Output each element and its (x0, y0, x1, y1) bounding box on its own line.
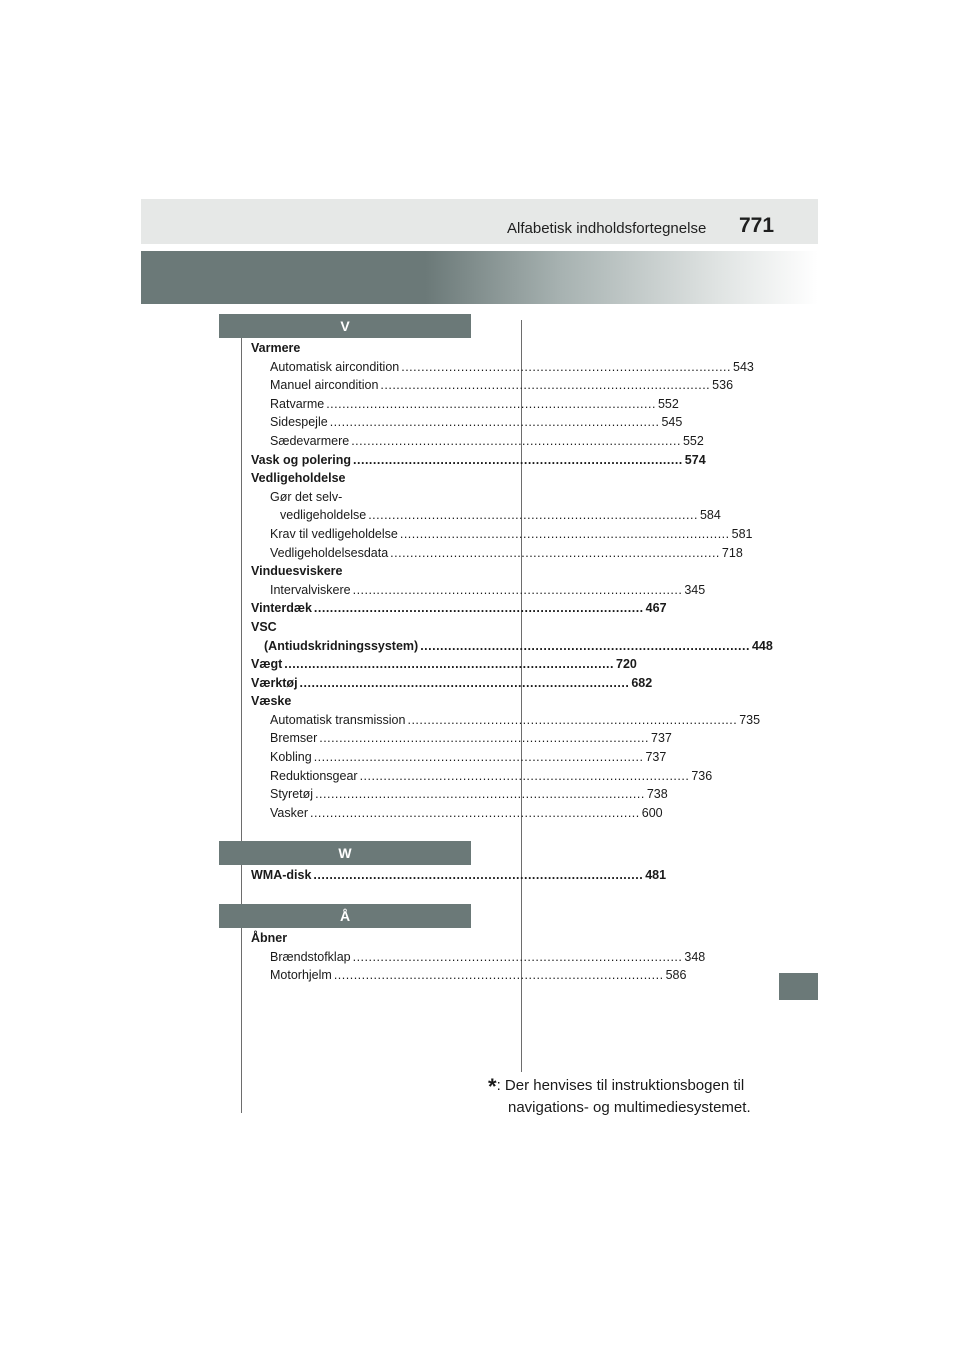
section-w-entries (251, 866, 667, 885)
index-entry[interactable]: Automatisk aircondition ................................................................................... 543 (251, 358, 471, 377)
section-header-v: V (219, 314, 471, 338)
index-entry[interactable]: Værktøj ................................................................................... 682 (251, 674, 471, 693)
page-ref: 682 (631, 675, 653, 690)
page-ref: 738 (646, 787, 668, 802)
section-header-w: W (219, 841, 471, 865)
section-aa-entries (251, 929, 706, 985)
index-entry[interactable]: Intervalviskere ................................................................................... 345 (251, 581, 471, 600)
index-entry[interactable]: Sidespejle ................................................................................... 545 (251, 413, 471, 432)
section-header-aa: Å (219, 904, 471, 928)
page-ref: 718 (721, 545, 743, 560)
page-ref: 448 (751, 638, 773, 653)
page-ref: 543 (733, 359, 754, 374)
index-entry[interactable]: Automatisk transmission ................................................................................... 735 (251, 711, 471, 730)
index-entry[interactable]: Manuel aircondition ................................................................................... 536 (251, 376, 471, 395)
index-entry[interactable]: Motorhjelm ................................................................................... 586 (251, 966, 471, 985)
header-title: Alfabetisk indholdsfortegnelse (507, 220, 707, 237)
index-entry[interactable]: Reduktionsgear ................................................................................... 736 (251, 767, 471, 786)
index-entry[interactable]: Vasker ................................................................................... 600 (251, 804, 471, 823)
page-ref: 737 (651, 731, 672, 746)
entry-heading-abner: Åbner (251, 931, 288, 945)
page-number: 771 (739, 214, 775, 237)
page-ref: 467 (645, 601, 667, 616)
entry-heading-varmere: Varmere (251, 341, 301, 355)
page-ref: 574 (684, 452, 706, 467)
index-entry[interactable]: Krav til vedligeholdelse ................................................................................... 581 (251, 525, 471, 544)
footnote-asterisk: * (488, 1074, 497, 1099)
index-entry[interactable]: (Antiudskridningssystem) ................................................................................... 448 (251, 637, 471, 656)
page-ref: 581 (731, 526, 753, 541)
page-ref: 552 (682, 433, 704, 448)
page-ref: 720 (616, 657, 637, 672)
index-entry[interactable]: Bremser ................................................................................... 737 (251, 729, 471, 748)
page-ref: 348 (684, 949, 706, 964)
page-ref: 481 (645, 868, 667, 882)
page-ref: 737 (645, 750, 667, 765)
entry-heading-vsc: VSC (251, 619, 277, 634)
index-entry[interactable]: vedligeholdelse ................................................................................... 584 (251, 506, 471, 525)
page-ref: 736 (691, 768, 713, 783)
page-ref: 584 (699, 508, 721, 523)
footnote-line-2: navigations- og multimediesystemet. (508, 1099, 751, 1116)
header-bar (141, 199, 818, 244)
page-ref: 545 (661, 415, 683, 430)
entry-heading-vaeske: Væske (251, 694, 292, 709)
chapter-thumb-tab (779, 973, 818, 1000)
entry-heading-vedligeholdelse: Vedligeholdelse (251, 471, 346, 486)
index-entry[interactable]: Brændstofklap ................................................................................... 348 (251, 948, 471, 967)
footnote (488, 1075, 768, 1118)
page-ref: 586 (665, 968, 687, 983)
section-v-entries (251, 339, 773, 822)
index-entry[interactable]: Ratvarme ................................................................................... 552 (251, 395, 471, 414)
index-entry[interactable]: Kobling ................................................................................... 737 (251, 748, 471, 767)
index-entry[interactable]: Vask og polering ................................................................................... 574 (251, 451, 471, 470)
entry-heading-vinduesviskere: Vinduesviskere (251, 564, 343, 579)
page-ref: 735 (739, 712, 761, 727)
index-entry[interactable]: Styretøj ................................................................................... 738 (251, 785, 471, 804)
index-entry[interactable]: Vedligeholdelsesdata ................................................................................... 718 (251, 544, 471, 563)
index-entry[interactable]: Sædevarmere ................................................................................... 552 (251, 432, 471, 451)
page-ref: 536 (712, 378, 734, 393)
index-entry[interactable]: WMA-disk ................................................................................... 481 (251, 866, 471, 885)
page-ref: 600 (641, 805, 663, 820)
entry-text: Gør det selv- (270, 489, 343, 504)
index-entry[interactable]: Vægt ................................................................................... 720 (251, 655, 471, 674)
page-ref: 552 (657, 396, 679, 411)
footnote-line-1: : Der henvises til instruktionsbogen til (496, 1077, 745, 1094)
column-rule-left (241, 338, 242, 1113)
page-ref: 345 (684, 582, 706, 597)
header-gradient-band (141, 251, 818, 304)
index-entry[interactable]: Vinterdæk ................................................................................... 467 (251, 599, 471, 618)
